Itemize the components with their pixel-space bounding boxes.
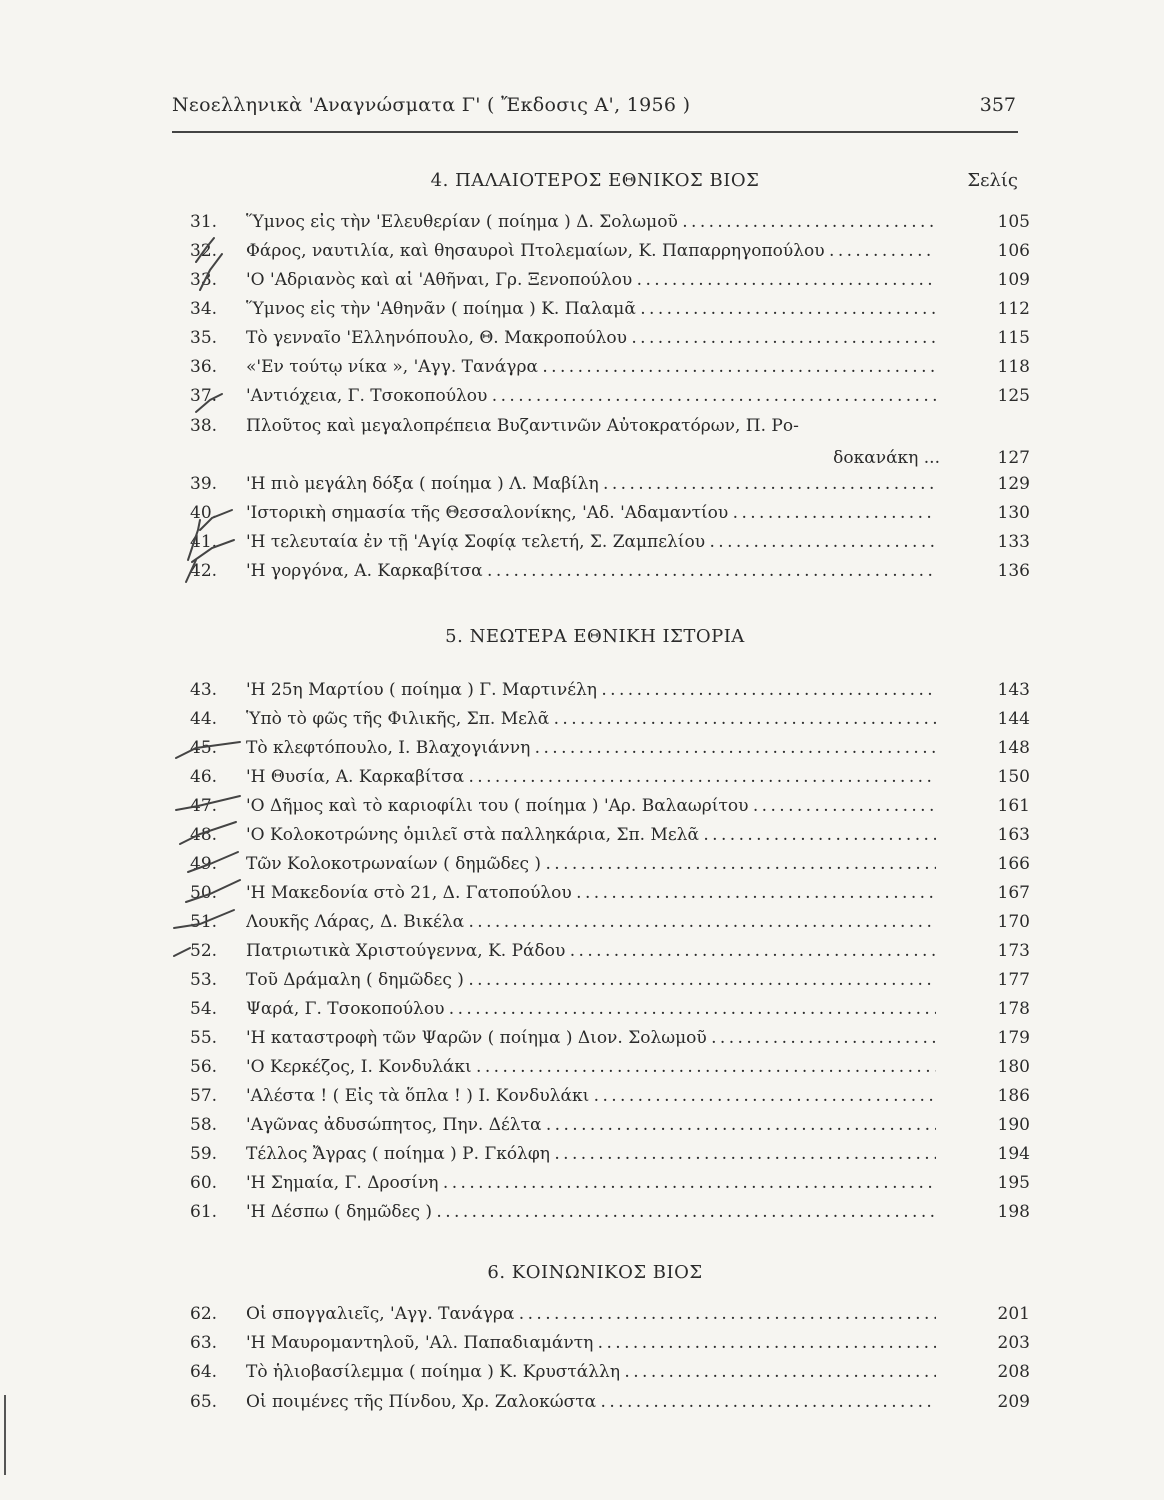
entry-number: 44. [190, 709, 218, 729]
toc-entry [190, 1202, 1030, 1230]
entry-title: Τὸ ἡλιοβασίλεμμα ( ποίημα ) Κ. Κρυστάλλη . . . [246, 1362, 936, 1382]
entry-number: 32. [190, 241, 218, 261]
entry-number: 53. [190, 970, 218, 990]
entry-number: 47. [190, 796, 218, 816]
entry-number: 61. [190, 1202, 218, 1222]
entry-number: 60. [190, 1173, 218, 1193]
entry-number: 63. [190, 1333, 218, 1353]
toc-entry [190, 386, 1030, 414]
entry-page: 166 [997, 854, 1030, 874]
toc-entry [190, 416, 1030, 444]
entry-title: 'Αντιόχεια, Γ. Τσοκοπούλου . . . [246, 386, 936, 406]
entry-page: 198 [997, 1202, 1030, 1222]
entry-number: 41. [190, 532, 218, 552]
scan-edge-line [4, 1395, 6, 1475]
entry-title: 'Η Δέσπω ( δημῶδες ) . . . [246, 1202, 936, 1222]
entry-number: 51. [190, 912, 218, 932]
entry-page: 118 [997, 357, 1030, 377]
entry-title: Τὸ γενναῖο 'Ελληνόπουλο, Θ. Μακροπούλου . . . [246, 328, 936, 348]
toc-entry [190, 738, 1030, 766]
entry-page: 167 [997, 883, 1030, 903]
entry-page: 178 [997, 999, 1030, 1019]
entry-number: 65. [190, 1392, 218, 1412]
entry-title: Τῶν Κολοκοτρωναίων ( δημῶδες ) . . . [246, 854, 936, 874]
toc-entry [190, 474, 1030, 502]
entry-number: 58. [190, 1115, 218, 1135]
entry-title: Ψαρά, Γ. Τσοκοπούλου . . . [246, 999, 936, 1019]
entry-title: 'Η Μακεδονία στὸ 21, Δ. Γατοπούλου . . . [246, 883, 936, 903]
section-title-4: 4. ΠΑΛΑΙΟΤΕΡΟΣ ΕΘΝΙΚΟΣ ΒΙΟΣ [430, 170, 760, 191]
entry-page: 186 [997, 1086, 1030, 1106]
entry-page: 148 [997, 738, 1030, 758]
entry-number: 40. [190, 503, 218, 523]
entry-number: 34. [190, 299, 218, 319]
entry-title: 'Η 25η Μαρτίου ( ποίημα ) Γ. Μαρτινέλη . . . [246, 680, 936, 700]
entry-title: Ὑπὸ τὸ φῶς τῆς Φιλικῆς, Σπ. Μελᾶ . . . [246, 709, 936, 729]
section-title-5: 5. ΝΕΩΤΕΡΑ ΕΘΝΙΚΗ ΙΣΤΟΡΙΑ [445, 626, 745, 647]
page-number: 357 [979, 94, 1016, 116]
toc-entry [190, 941, 1030, 969]
entry-page: 130 [997, 503, 1030, 523]
entry-page: 201 [997, 1304, 1030, 1324]
entry-page: 143 [997, 680, 1030, 700]
entry-title: 'Η καταστροφὴ τῶν Ψαρῶν ( ποίημα ) Διον. Σολωμοῦ . . . [246, 1028, 936, 1048]
entry-title: 'Αγῶνας ἀδυσώπητος, Πην. Δέλτα . . . [246, 1115, 936, 1135]
entry-page: 106 [997, 241, 1030, 261]
entry-title: 'Ο Δῆμος καὶ τὸ καριοφίλι του ( ποίημα ) 'Αρ. Βαλαωρίτου . . . [246, 796, 936, 816]
toc-entry [190, 241, 1030, 269]
toc-entry [190, 1086, 1030, 1114]
entry-number: 43. [190, 680, 218, 700]
toc-entry [190, 999, 1030, 1027]
entry-title: Πλοῦτος καὶ μεγαλοπρέπεια Βυζαντινῶν Αὐτοκρατόρων, Π. Ρο- [246, 416, 799, 436]
entry-title: 'Η Θυσία, Α. Καρκαβίτσα . . . [246, 767, 936, 787]
entry-page: 195 [997, 1173, 1030, 1193]
entry-title: Φάρος, ναυτιλία, καὶ θησαυροὶ Πτολεμαίων, Κ. Παπαρρηγοπούλου . . . [246, 241, 936, 261]
toc-entry [190, 212, 1030, 240]
entry-title: Οἱ σπογγαλιεῖς, 'Αγγ. Τανάγρα . . . [246, 1304, 936, 1324]
entry-page: 173 [997, 941, 1030, 961]
entry-title: Τὸ κλεφτόπουλο, Ι. Βλαχογιάννη . . . [246, 738, 936, 758]
entry-page: 177 [997, 970, 1030, 990]
entry-number: 33. [190, 270, 218, 290]
toc-entry [190, 1392, 1030, 1420]
entry-title: «'Εν τούτῳ νίκα », 'Αγγ. Τανάγρα . . . [246, 357, 936, 377]
entry-title: 'Ο Κολοκοτρώνης ὁμιλεῖ στὰ παλληκάρια, Σπ. Μελᾶ . . . [246, 825, 936, 845]
entry-title: Οἱ ποιμένες τῆς Πίνδου, Χρ. Ζαλοκώστα . . . [246, 1392, 936, 1412]
entry-number: 59. [190, 1144, 218, 1164]
entry-number: 50. [190, 883, 218, 903]
entry-number: 55. [190, 1028, 218, 1048]
entry-page: 203 [997, 1333, 1030, 1353]
entry-title: 'Η γοργόνα, Α. Καρκαβίτσα . . . [246, 561, 936, 581]
entry-page: 150 [997, 767, 1030, 787]
toc-entry [190, 825, 1030, 853]
toc-entry [190, 970, 1030, 998]
toc-entry [190, 270, 1030, 298]
entry-title: 'Η πιὸ μεγάλη δόξα ( ποίημα ) Λ. Μαβίλη . . . [246, 474, 936, 494]
toc-entry [190, 503, 1030, 531]
entry-page: 208 [997, 1362, 1030, 1382]
entry-title: Ὕμνος εἰς τὴν 'Ελευθερίαν ( ποίημα ) Δ. Σολωμοῦ . . . [246, 212, 936, 232]
entry-page: 109 [997, 270, 1030, 290]
entry-number: 35. [190, 328, 218, 348]
entry-number: 64. [190, 1362, 218, 1382]
entry-number: 31. [190, 212, 218, 232]
entry-page: 180 [997, 1057, 1030, 1077]
toc-entry [190, 1057, 1030, 1085]
toc-entry [190, 912, 1030, 940]
toc-entry [190, 1362, 1030, 1390]
entry-number: 57. [190, 1086, 218, 1106]
entry-page: 190 [997, 1115, 1030, 1135]
entry-page: 125 [997, 386, 1030, 406]
entry-number: 39. [190, 474, 218, 494]
entry-page: 163 [997, 825, 1030, 845]
entry-page: 194 [997, 1144, 1030, 1164]
entry-title: 'Ο Κερκέζος, Ι. Κονδυλάκι . . . [246, 1057, 936, 1077]
toc-entry [190, 1028, 1030, 1056]
entry-page: 115 [997, 328, 1030, 348]
continuation-text: δοκανάκη ... [833, 448, 940, 468]
entry-page: 112 [997, 299, 1030, 319]
continuation-page: 127 [997, 448, 1030, 468]
entry-title: Τέλλος Ἄγρας ( ποίημα ) Ρ. Γκόλφη . . . [246, 1144, 936, 1164]
toc-entry [190, 1144, 1030, 1172]
entry-page: 209 [997, 1392, 1030, 1412]
toc-entry [190, 328, 1030, 356]
entry-title: 'Η Μαυρομαντηλοῦ, 'Αλ. Παπαδιαμάντη . . . [246, 1333, 936, 1353]
entry-number: 36. [190, 357, 218, 377]
entry-page: 170 [997, 912, 1030, 932]
toc-entry [190, 1173, 1030, 1201]
entry-title: Ὕμνος εἰς τὴν 'Αθηνᾶν ( ποίημα ) Κ. Παλαμᾶ . . . [246, 299, 936, 319]
entry-page: 133 [997, 532, 1030, 552]
entry-number: 48. [190, 825, 218, 845]
entry-number: 52. [190, 941, 218, 961]
toc-entry [190, 357, 1030, 385]
entry-title: Τοῦ Δράμαλη ( δημῶδες ) . . . [246, 970, 936, 990]
entry-number: 54. [190, 999, 218, 1019]
toc-entry [190, 1304, 1030, 1332]
entry-title: 'Η τελευταία ἐν τῇ 'Αγίᾳ Σοφίᾳ τελετή, Σ. Ζαμπελίου . . . [246, 532, 936, 552]
toc-entry [190, 767, 1030, 795]
entry-number: 45. [190, 738, 218, 758]
toc-entry [190, 532, 1030, 560]
entry-number: 62. [190, 1304, 218, 1324]
toc-entry [190, 561, 1030, 589]
entry-title: 'Ο 'Αδριανὸς καὶ αἱ 'Αθῆναι, Γρ. Ξενοπούλου . . . [246, 270, 936, 290]
entry-page: 129 [997, 474, 1030, 494]
section-title-6: 6. ΚΟΙΝΩΝΙΚΟΣ ΒΙΟΣ [487, 1262, 703, 1283]
running-header-title: Νεοελληνικὰ 'Αναγνώσματα Γ' ( Ἔκδοσις Α', 1956 ) [172, 94, 691, 116]
toc-entry [190, 299, 1030, 327]
entry-page: 105 [997, 212, 1030, 232]
toc-entry [190, 680, 1030, 708]
entry-title: Λουκῆς Λάρας, Δ. Βικέλα . . . [246, 912, 936, 932]
header-rule [172, 131, 1018, 133]
entry-number: 37. [190, 386, 218, 406]
toc-entry [190, 1115, 1030, 1143]
toc-entry [190, 709, 1030, 737]
entry-title: 'Ιστορικὴ σημασία τῆς Θεσσαλονίκης, 'Αδ. 'Αδαμαντίου . . . [246, 503, 936, 523]
entry-number: 42. [190, 561, 218, 581]
entry-title: 'Αλέστα ! ( Εἰς τὰ ὅπλα ! ) Ι. Κονδυλάκι . . . [246, 1086, 936, 1106]
entry-title: 'Η Σημαία, Γ. Δροσίνη . . . [246, 1173, 936, 1193]
toc-entry [190, 1333, 1030, 1361]
entry-number: 56. [190, 1057, 218, 1077]
entry-number: 49. [190, 854, 218, 874]
toc-entry [190, 796, 1030, 824]
toc-entry [190, 883, 1030, 911]
entry-number: 38. [190, 416, 218, 436]
page-column-label: Σελίς [967, 170, 1018, 191]
toc-entry [190, 854, 1030, 882]
entry-title: Πατριωτικὰ Χριστούγεννα, Κ. Ράδου . . . [246, 941, 936, 961]
entry-page: 144 [997, 709, 1030, 729]
entry-number: 46. [190, 767, 218, 787]
entry-page: 179 [997, 1028, 1030, 1048]
entry-page: 136 [997, 561, 1030, 581]
entry-page: 161 [997, 796, 1030, 816]
